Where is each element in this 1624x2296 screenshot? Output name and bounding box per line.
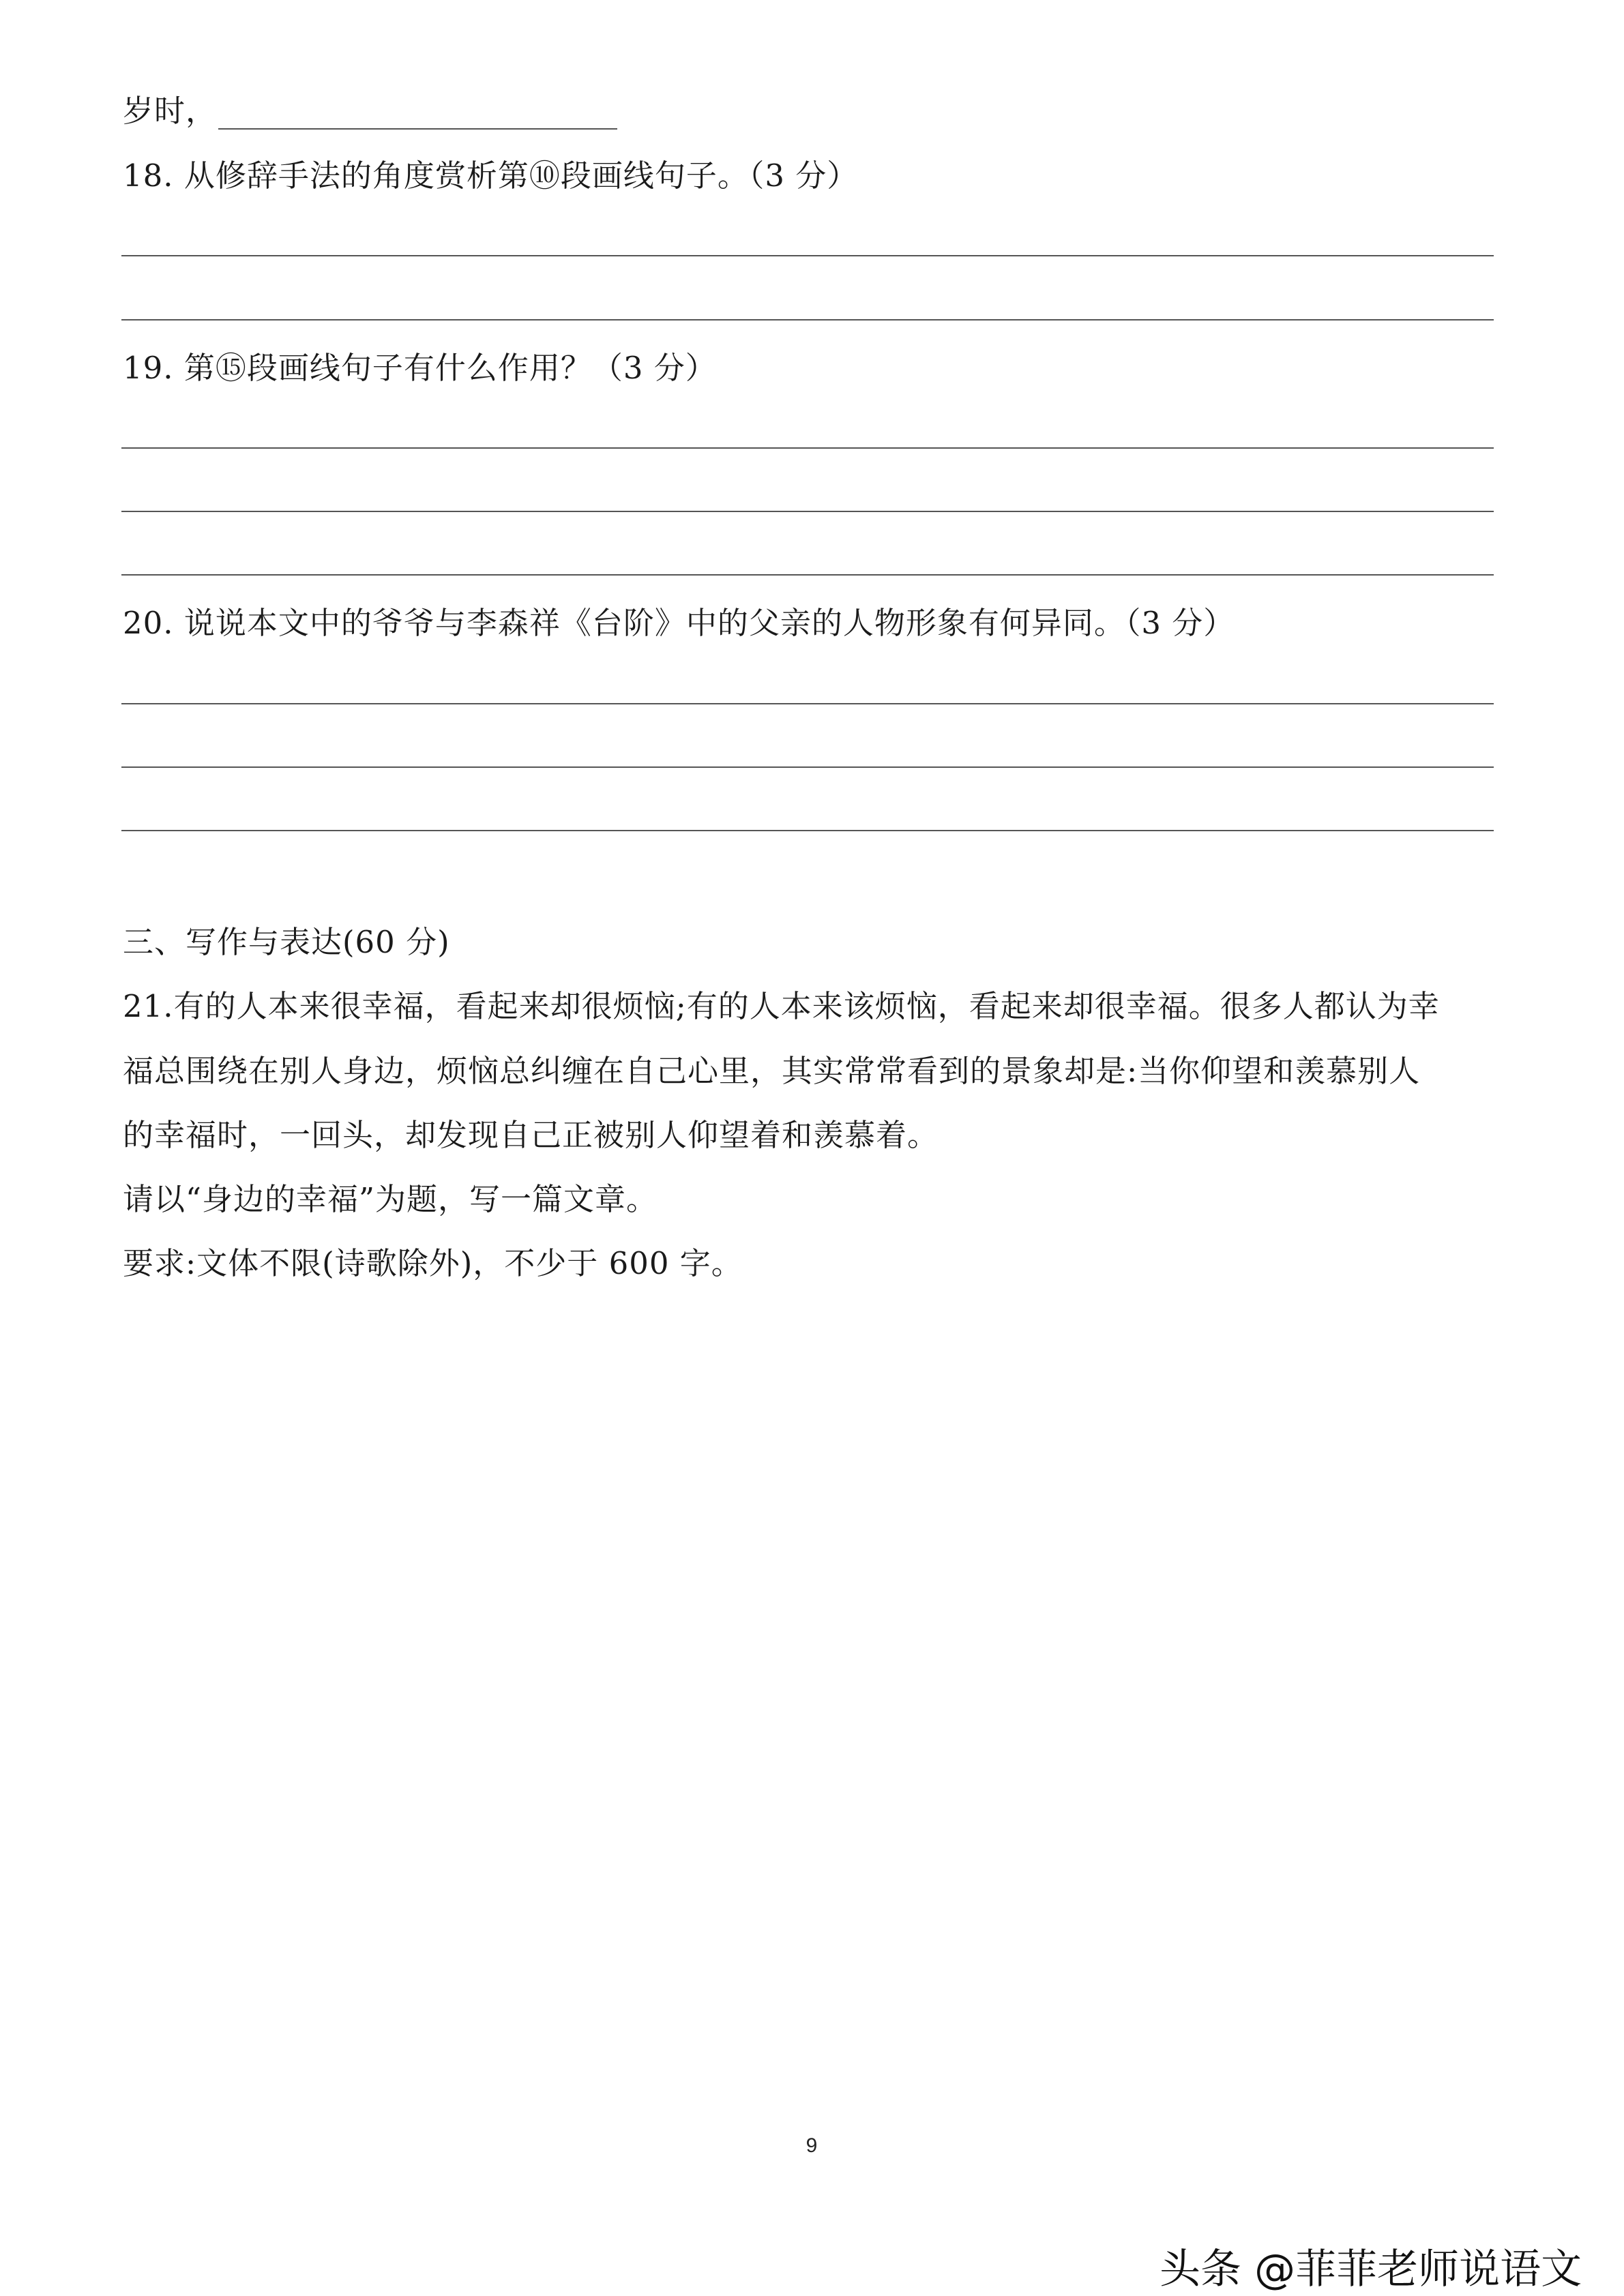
answer-line-18-1[interactable] [121, 255, 1494, 256]
question-18: 18. 从修辞手法的角度赏析第⑩段画线句子。（3 分） [123, 158, 859, 194]
answer-line-20-1[interactable] [121, 703, 1494, 704]
answer-line-19-1[interactable] [121, 447, 1494, 449]
answer-line-19-2[interactable] [121, 511, 1494, 512]
section-heading: 三、写作与表达(60 分) [123, 924, 450, 960]
watermark: 头条 @菲菲老师说语文 [1160, 2246, 1582, 2293]
continuation-prefix: 岁时， [123, 93, 218, 129]
answer-line-18-2[interactable] [121, 319, 1494, 320]
writing-requirement: 要求:文体不限(诗歌除外)，不少于 600 字。 [123, 1245, 743, 1281]
question-20: 20. 说说本文中的爷爷与李森祥《台阶》中的父亲的人物形象有何异同。（3 分） [123, 605, 1235, 641]
q21-line-1: 21.有的人本来很幸福，看起来却很烦恼;有的人本来该烦恼，看起来却很幸福。很多人都认为幸 [123, 988, 1440, 1024]
q21-line-3: 的幸福时，一回头，却发现自己正被别人仰望着和羡慕着。 [123, 1117, 939, 1153]
page-number: 9 [806, 2134, 818, 2157]
q21-line-2: 福总围绕在别人身边，烦恼总纠缠在自己心里，其实常常看到的景象却是:当你仰望和羡慕别人 [123, 1053, 1421, 1089]
answer-line-20-3[interactable] [121, 830, 1494, 831]
answer-blank[interactable] [218, 128, 617, 130]
continuation-line [123, 91, 217, 132]
answer-line-19-3[interactable] [121, 574, 1494, 576]
answer-line-20-2[interactable] [121, 766, 1494, 768]
question-19: 19. 第⑮段画线句子有什么作用？（3 分） [123, 350, 717, 386]
writing-prompt: 请以“身边的幸福”为题，写一篇文章。 [123, 1181, 658, 1217]
